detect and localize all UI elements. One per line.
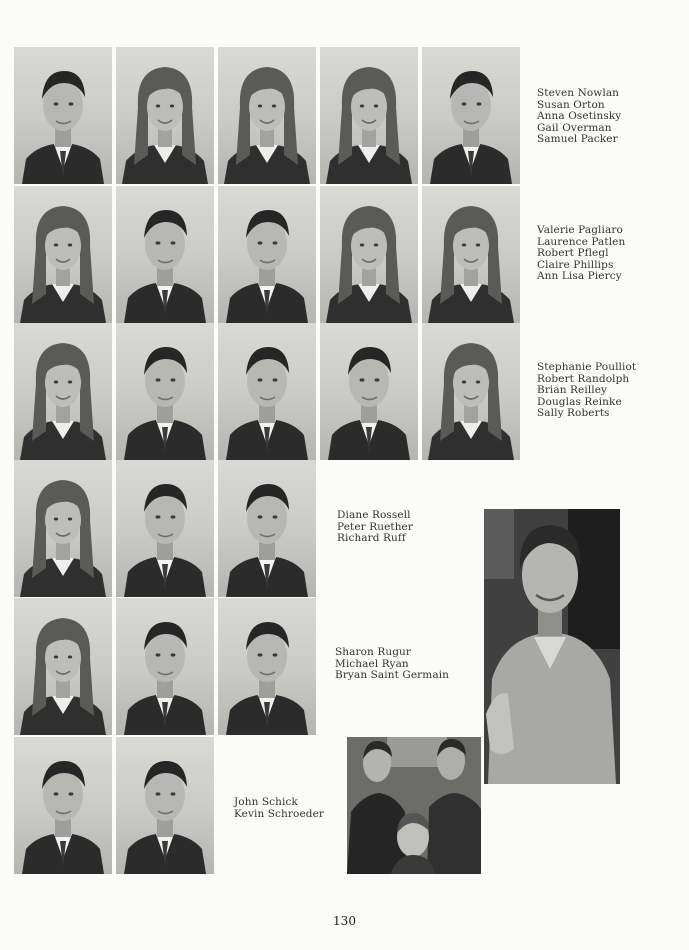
student-name: Douglas Reinke (537, 395, 622, 408)
portrait-photo (14, 323, 112, 460)
student-name: Steven Nowlan (537, 87, 620, 99)
portrait-photo (422, 47, 520, 184)
student-name: Bryan Saint Germain (335, 669, 450, 682)
student-name: Samuel Packer (537, 133, 618, 146)
portrait-photo (116, 737, 214, 874)
portrait-photo (14, 737, 112, 874)
student-name: Sally Roberts (537, 407, 610, 420)
name-list (537, 88, 621, 146)
portrait-photo (14, 186, 112, 323)
student-name: Anna Osetinsky (537, 110, 622, 123)
student-name: Peter Ruether (337, 520, 413, 533)
student-name: Laurence Patlen (537, 235, 626, 248)
portrait-photo (320, 186, 418, 323)
portrait-photo (218, 186, 316, 323)
portrait-photo (320, 47, 418, 184)
student-name: Brian Reilley (537, 384, 608, 397)
name-list (337, 510, 413, 545)
student-name: Robert Pflegl (537, 247, 609, 260)
portrait-photo (320, 323, 418, 460)
portrait-photo (218, 598, 316, 735)
student-name: Valerie Pagliaro (537, 224, 623, 236)
portrait-photo (14, 460, 112, 597)
student-name: Ann Lisa Piercy (537, 270, 622, 283)
name-list (537, 362, 636, 420)
student-name: Susan Orton (537, 98, 605, 111)
portrait-photo (116, 186, 214, 323)
portrait-photo (116, 323, 214, 460)
portrait-photo (218, 47, 316, 184)
portrait-photo (14, 598, 112, 735)
student-name: Kevin Schroeder (234, 807, 325, 820)
portrait-photo (422, 186, 520, 323)
student-name: Diane Rossell (337, 509, 411, 521)
candid-photo-small (347, 737, 481, 874)
portrait-photo (218, 323, 316, 460)
student-name: John Schick (234, 796, 298, 808)
student-name: Stephanie Poulliot (537, 361, 637, 373)
student-name: Michael Ryan (335, 657, 409, 670)
candid-photo-large (484, 509, 620, 784)
name-list (537, 225, 625, 283)
portrait-photo (116, 460, 214, 597)
name-list (234, 797, 324, 820)
student-name: Sharon Rugur (335, 646, 412, 658)
portrait-photo (218, 460, 316, 597)
student-name: Gail Overman (537, 121, 612, 134)
portrait-photo (422, 323, 520, 460)
portrait-photo (116, 598, 214, 735)
name-list (335, 647, 449, 682)
student-name: Robert Randolph (537, 372, 630, 385)
portrait-photo (116, 47, 214, 184)
student-name: Claire Phillips (537, 258, 614, 271)
student-name: Richard Ruff (337, 532, 406, 545)
portrait-photo (14, 47, 112, 184)
page-number: 130 (333, 914, 356, 928)
